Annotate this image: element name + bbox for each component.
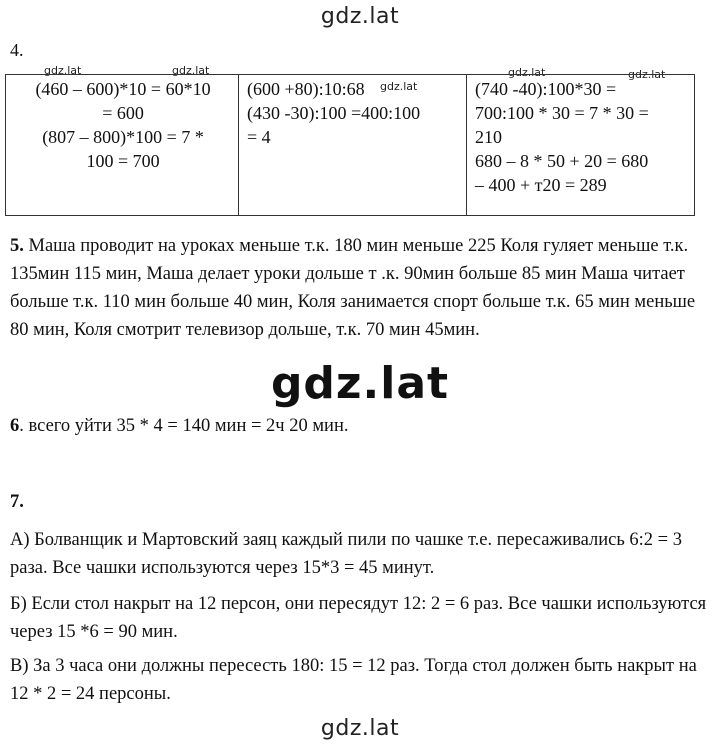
task4-cell-1 (6, 75, 239, 216)
task6-paragraph (10, 412, 710, 440)
cell-line: (460 – 600)*10 = 60*10 (35, 79, 211, 99)
cell-line: 210 (475, 127, 502, 147)
watermark-small-2: gdz.lat (172, 64, 210, 77)
task6-number: 6 (10, 416, 20, 436)
watermark-bottom: gdz.lat (320, 716, 400, 741)
cell-line: (807 – 800)*100 = 7 * (42, 127, 204, 147)
cell-line: = 4 (247, 127, 271, 147)
task7-part-a: А) Болванщик и Мартовский заяц каждый пили по чашке т.е. пересаживались 6:2 = 3 раза. Все чашки используются через 15*3 = 45 минут. (10, 530, 682, 578)
cell-line: (740 -40):100*30 = (475, 79, 617, 99)
task4-number: 4. (10, 40, 24, 60)
cell-line: – 400 + т20 = 289 (475, 175, 607, 195)
cell-line: 680 – 8 * 50 + 20 = 680 (475, 151, 649, 171)
cell-line: (600 +80):10:68 (247, 79, 365, 99)
task7-part-v: В) За 3 часа они должны пересесть 180: 15 = 12 раз. Тогда стол должен быть накрыт на 12 * 2 = 24 персоны. (10, 656, 697, 704)
task5-text: Маша проводит на уроках меньше т.к. 180 мин меньше 225 Коля гуляет меньше т.к. 135мин 115 мин, Маша делает уроки дольше т .к. 90мин больше 85 мин Маша читает больше т.к. 110 мин больше 40 мин, Коля занимается спорт больше т.к. 65 мин меньше 80 мин, Коля смотрит телевизор дольше, т.к. 70 мин 45мин. (10, 236, 696, 340)
task5-paragraph (10, 232, 710, 344)
task4-table (5, 74, 695, 216)
cell-line: 100 = 700 (86, 151, 160, 171)
watermark-small-5: gdz.lat (628, 68, 666, 81)
cell-line: 700:100 * 30 = 7 * 30 = (475, 103, 649, 123)
task7-number: 7. (10, 492, 24, 512)
watermark-small-3: gdz.lat (380, 80, 418, 93)
task5-number: 5. (10, 236, 24, 256)
watermark-small-4: gdz.lat (508, 66, 546, 79)
task4-cell-3 (467, 75, 695, 216)
watermark-middle: gdz.lat (270, 358, 450, 409)
watermark-top: gdz.lat (320, 4, 400, 29)
table-row (6, 75, 695, 216)
watermark-small-1: gdz.lat (44, 64, 82, 77)
task4-cell-2 (239, 75, 467, 216)
task6-text: . всего уйти 35 * 4 = 140 мин = 2ч 20 мин. (19, 416, 349, 436)
task7-part-b: Б) Если стол накрыт на 12 персон, они пересядут 12: 2 = 6 раз. Все чашки используются через 15 *6 = 90 мин. (10, 594, 707, 642)
cell-line: (430 -30):100 =400:100 (247, 103, 421, 123)
cell-line: = 600 (102, 103, 144, 123)
